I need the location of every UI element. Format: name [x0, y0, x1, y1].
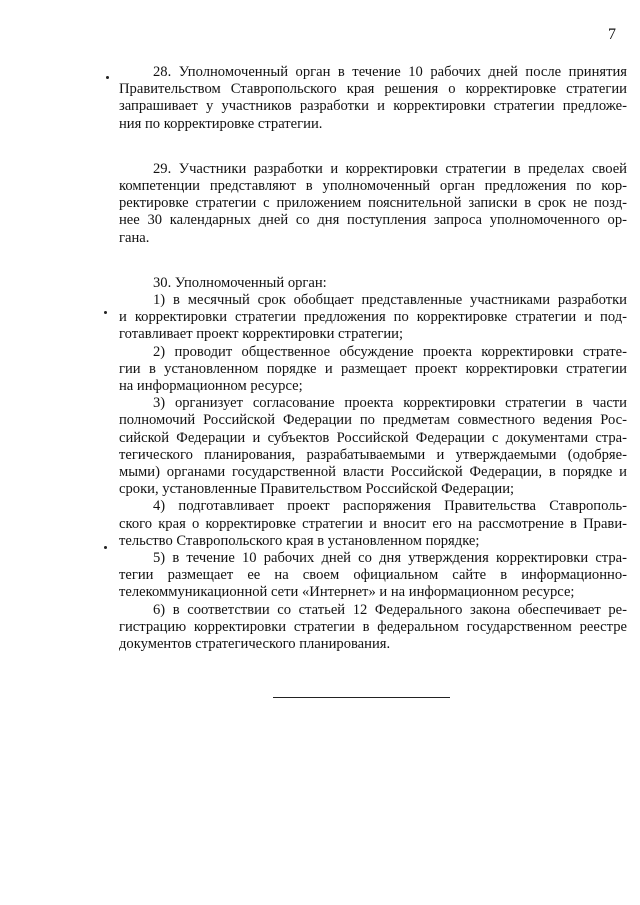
list-item-6-line: 6) в соответствии со статьей 12 Федерального закона обеспечивает ре-: [153, 601, 627, 618]
list-item-5-line: телекоммуникационной сети «Интернет» и на информационном ресурсе;: [119, 584, 575, 601]
text-line: нее 30 календарных дней со дня поступления запроса уполномоченного ор-: [119, 212, 627, 229]
list-item-3-line: сроки, установленные Правительством Российской Федерации;: [119, 481, 515, 498]
list-item-4-line: тельство Ставропольского края в установленном порядке;: [119, 532, 480, 549]
paragraph-29: [119, 161, 627, 247]
scan-speck: [104, 311, 107, 314]
text-line: запрашивает у участников разработки и корректировки стратегии предложе-: [119, 98, 627, 115]
section-heading: 30. Уполномоченный орган:: [153, 274, 327, 291]
scan-speck: [106, 76, 109, 79]
list-item-1-line: готавливает проект корректировки стратегии;: [119, 326, 403, 343]
list-item-3-line: сийской Федерации и субъектов Российской Федерации с документами стра-: [119, 429, 627, 446]
document-body: [119, 64, 627, 681]
list-item-1-line: 1) в месячный срок обобщает представленные участниками разработки: [153, 292, 627, 309]
list-item-4-line: 4) подготавливает проект распоряжения Правительства Ставрополь-: [153, 498, 627, 515]
list-item-3-line: полномочий Российской Федерации по предметам совместного ведения Рос-: [119, 412, 627, 429]
scan-speck: [104, 546, 107, 549]
paragraph-28: [119, 64, 627, 133]
text-line: 28. Уполномоченный орган в течение 10 рабочих дней после принятия: [153, 64, 627, 80]
list-item-4-line: ского края о корректировке стратегии и вносит его на рассмотрение в Прави-: [119, 515, 627, 532]
list-item-1-line: и корректировки стратегии предложения по корректировке стратегии и под-: [119, 309, 627, 326]
text-line: ректировке стратегии с приложением пояснительной записки в срок не позд-: [119, 195, 627, 212]
list-item-2-line: на информационном ресурсе;: [119, 378, 303, 395]
text-line: компетенции представляют в уполномоченный орган предложения по кор-: [119, 178, 627, 195]
list-item-3-line: 3) организует согласование проекта корректировки стратегии в части: [153, 395, 627, 412]
end-divider: [273, 697, 450, 698]
list-item-2-line: гии в установленном порядке и размещает проект корректировки стратегии: [119, 360, 627, 377]
text-line: Правительством Ставропольского края решения о корректировке стратегии: [119, 81, 627, 98]
list-item-2-line: 2) проводит общественное обсуждение проекта корректировки страте-: [153, 343, 627, 360]
list-item-6-line: гистрацию корректировки стратегии в федеральном государственном реестре: [119, 618, 627, 635]
text-line: 29. Участники разработки и корректировки стратегии в пределах своей: [153, 160, 627, 177]
list-item-3-line: тегического планирования, разрабатываемыми и утверждаемыми (одобряе-: [119, 446, 627, 463]
page-number: 7: [608, 26, 616, 43]
list-item-5-line: тегии размещает ее на своем официальном сайте в информационно-: [119, 567, 627, 584]
list-item-6-line: документов стратегического планирования.: [119, 636, 391, 653]
text-line: гана.: [119, 229, 150, 246]
text-line: ния по корректировке стратегии.: [119, 115, 323, 132]
list-item-3-line: мыми) органами государственной власти Российской Федерации, в порядке и: [119, 464, 627, 481]
paragraph-30: [119, 275, 627, 653]
list-item-5-line: 5) в течение 10 рабочих дней со дня утверждения корректировки стра-: [153, 550, 627, 567]
